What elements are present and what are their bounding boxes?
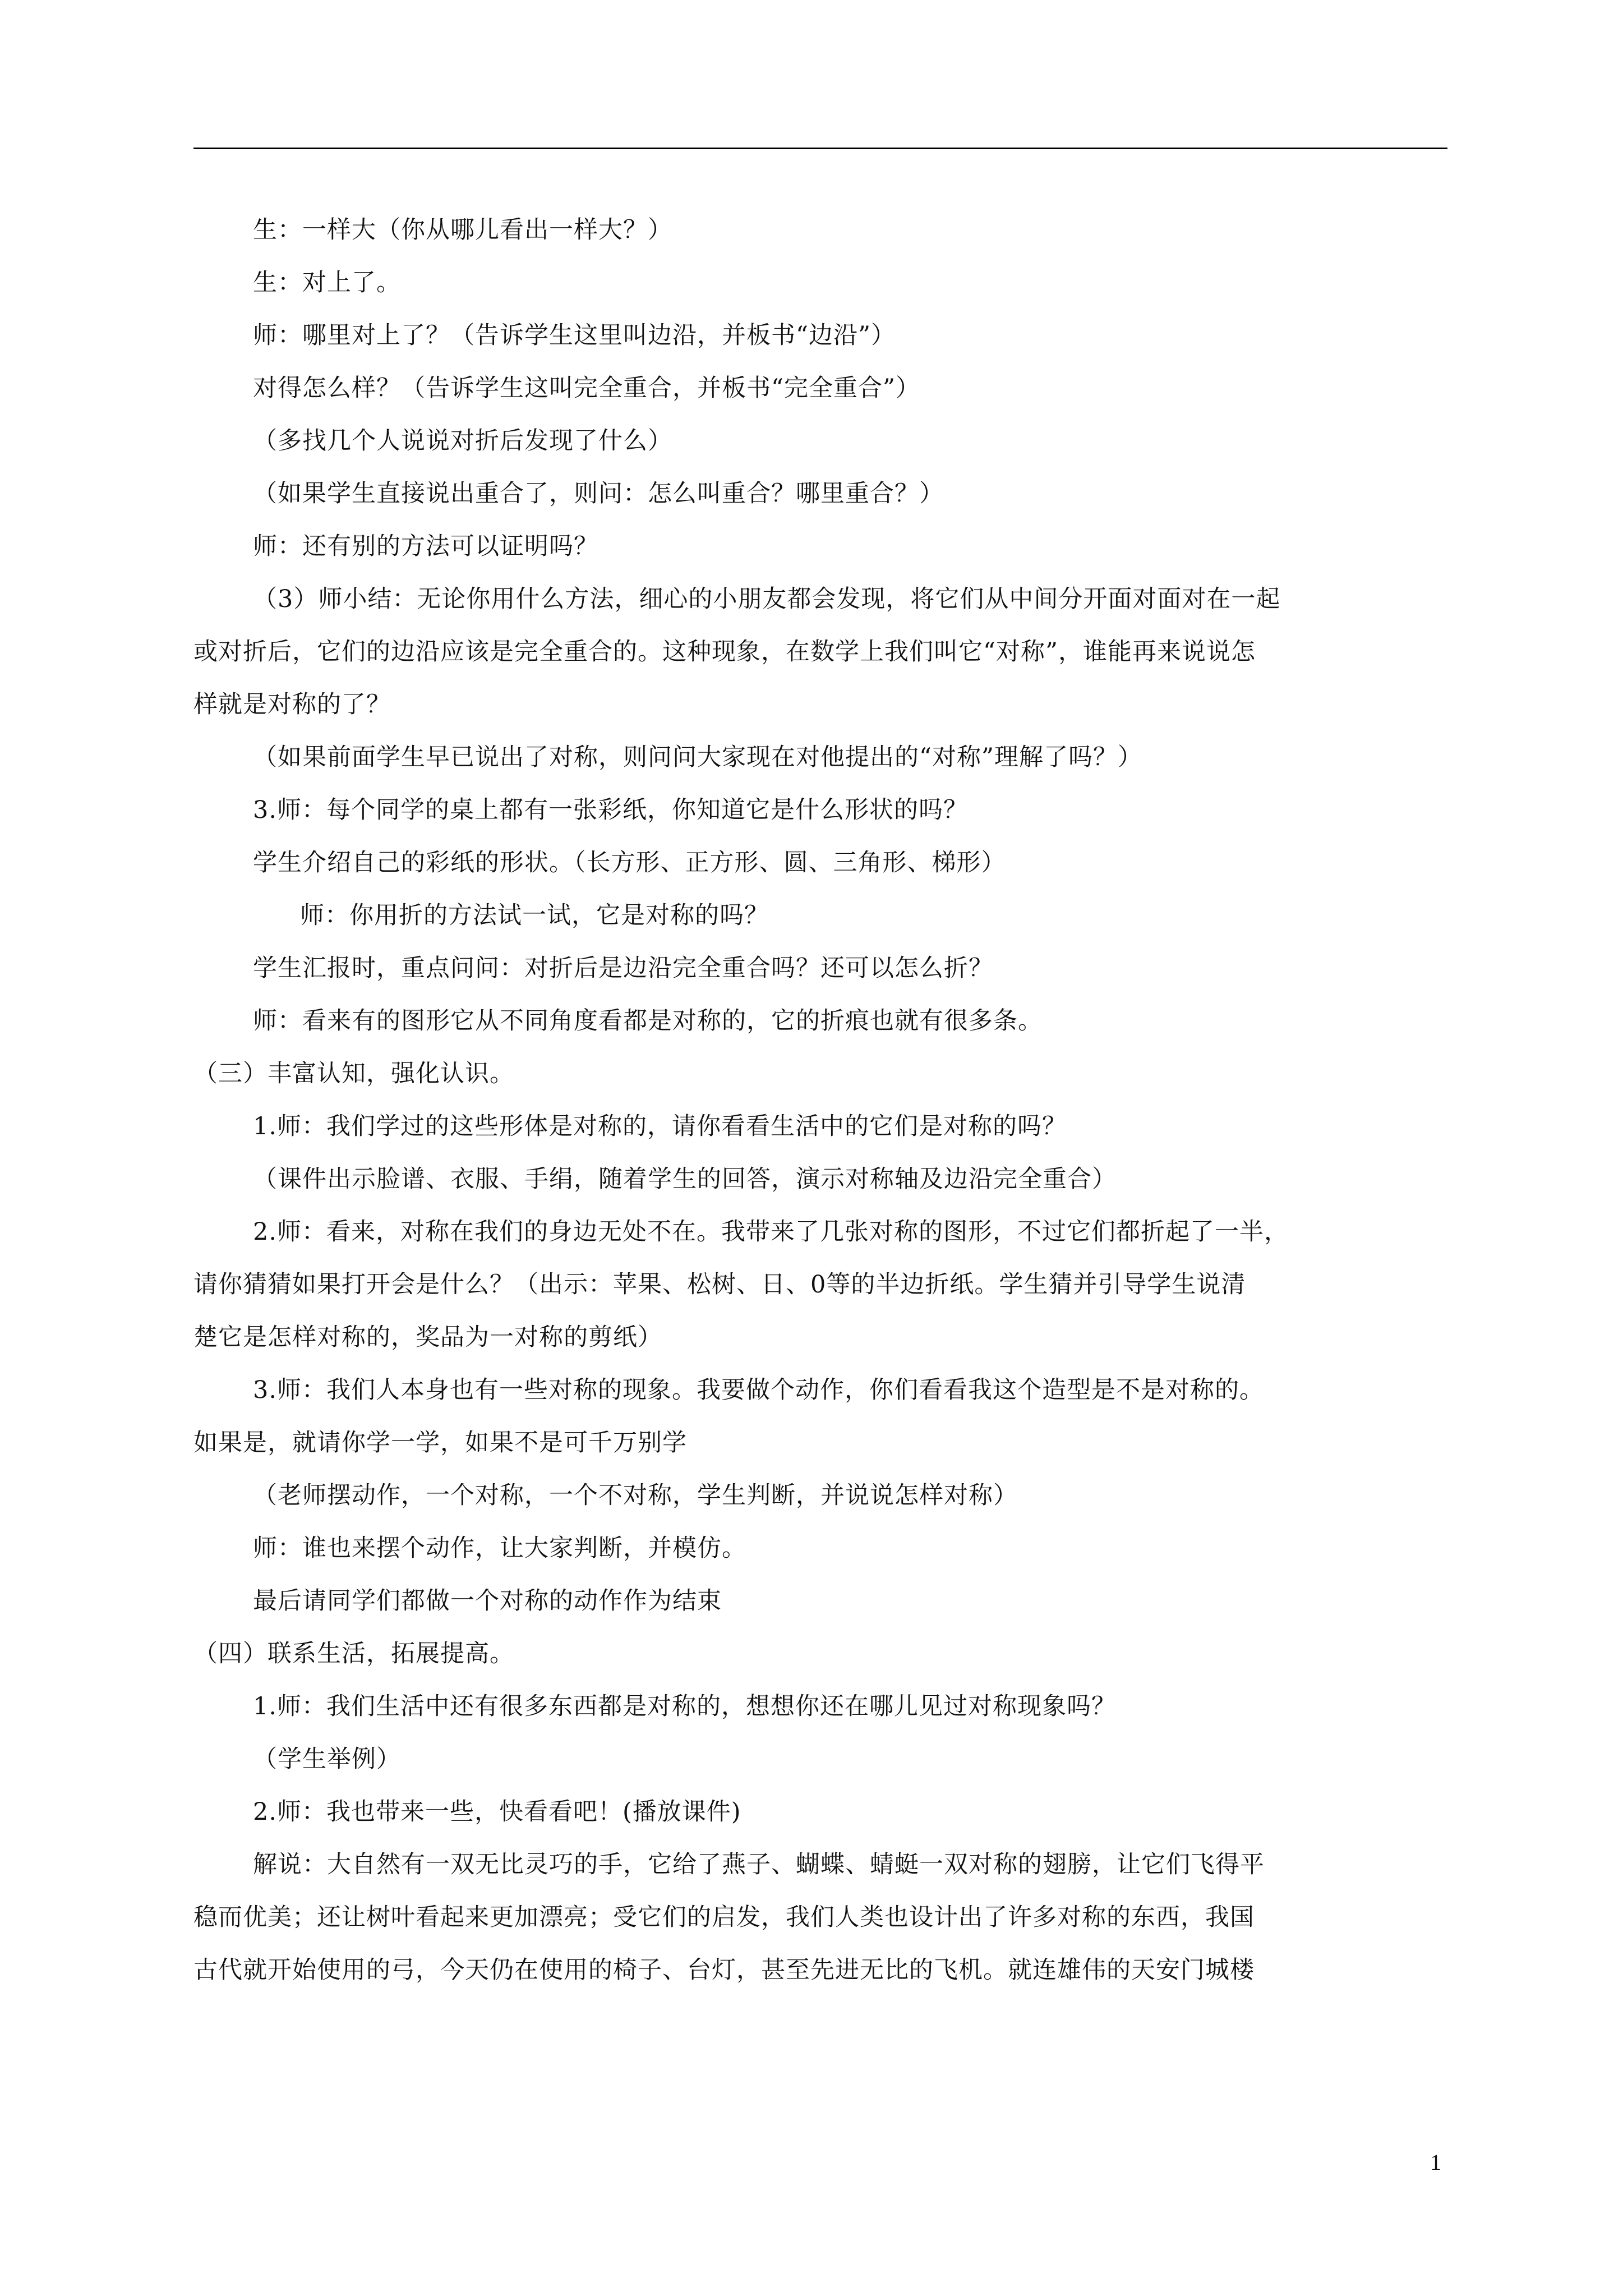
text-line: 楚它是怎样对称的，奖品为一对称的剪纸） xyxy=(193,1323,662,1351)
text-line: 师：哪里对上了？（告诉学生这里叫边沿，并板书“边沿”） xyxy=(253,321,896,349)
text-line: 1.师：我们学过的这些形体是对称的，请你看看生活中的它们是对称的吗？ xyxy=(253,1112,1067,1140)
text-line: 师：还有别的方法可以证明吗？ xyxy=(253,532,598,560)
text-line: 3.师：每个同学的桌上都有一张彩纸，你知道它是什么形状的吗？ xyxy=(253,796,969,824)
page-number: 1 xyxy=(1430,2150,1441,2175)
text-line: 师：你用折的方法试一试，它是对称的吗？ xyxy=(300,901,769,930)
text-line: 学生介绍自己的彩纸的形状。（长方形、正方形、圆、三角形、梯形） xyxy=(253,849,1006,877)
text-line: 最后请同学们都做一个对称的动作作为结束 xyxy=(253,1587,722,1615)
text-line: 师：看来有的图形它从不同角度看都是对称的，它的折痕也就有很多条。 xyxy=(253,1007,1043,1035)
text-line: 2.师：我也带来一些，快看看吧！(播放课件) xyxy=(253,1798,741,1826)
text-line: （多找几个人说说对折后发现了什么） xyxy=(253,427,672,455)
text-line: 3.师：我们人本身也有一些对称的现象。我要做个动作，你们看看我这个造型是不是对称的。 xyxy=(253,1376,1265,1404)
text-line: （3）师小结：无论你用什么方法，细心的小朋友都会发现，将它们从中间分开面对面对在一起 xyxy=(253,585,1281,613)
text-line: 解说：大自然有一双无比灵巧的手，它给了燕子、蝴蝶、蜻蜓一双对称的翅膀，让它们飞得平 xyxy=(253,1851,1265,1879)
text-line: 1.师：我们生活中还有很多东西都是对称的，想想你还在哪儿见过对称现象吗？ xyxy=(253,1692,1117,1720)
section-heading: （四）联系生活，拓展提高。 xyxy=(193,1640,514,1668)
text-line: 请你猜猜如果打开会是什么？（出示：苹果、松树、日、0等的半边折纸。学生猜并引导学生说清 xyxy=(193,1271,1246,1299)
text-line: （老师摆动作，一个对称，一个不对称，学生判断，并说说怎样对称） xyxy=(253,1481,1018,1510)
text-line: （如果学生直接说出重合了，则问：怎么叫重合？哪里重合？） xyxy=(253,480,944,508)
header-rule xyxy=(193,148,1447,149)
text-line: （如果前面学生早已说出了对称，则问问大家现在对他提出的“对称”理解了吗？） xyxy=(253,743,1142,771)
text-line: 样就是对称的了？ xyxy=(193,691,391,719)
text-line: 或对折后，它们的边沿应该是完全重合的。这种现象，在数学上我们叫它“对称”，谁能再来说说怎 xyxy=(193,638,1256,666)
text-line: 学生汇报时，重点问问：对折后是边沿完全重合吗？还可以怎么折？ xyxy=(253,954,993,982)
text-line: 生：对上了。 xyxy=(253,269,401,297)
section-heading: （三）丰富认知，强化认识。 xyxy=(193,1060,514,1088)
text-line: 如果是，就请你学一学，如果不是可千万别学 xyxy=(193,1429,687,1457)
text-line: 生：一样大（你从哪儿看出一样大？） xyxy=(253,216,672,244)
text-line: 稳而优美；还让树叶看起来更加漂亮；受它们的启发，我们人类也设计出了许多对称的东西，我国 xyxy=(193,1903,1255,1931)
text-line: 师：谁也来摆个动作，让大家判断，并模仿。 xyxy=(253,1534,746,1562)
text-line: （课件出示脸谱、衣服、手绢，随着学生的回答，演示对称轴及边沿完全重合） xyxy=(253,1165,1117,1193)
text-line: 古代就开始使用的弓，今天仍在使用的椅子、台灯，甚至先进无比的飞机。就连雄伟的天安门城楼 xyxy=(193,1956,1255,1984)
text-line: 2.师：看来，对称在我们的身边无处不在。我带来了几张对称的图形，不过它们都折起了一半， xyxy=(253,1218,1289,1246)
text-line: 对得怎么样？（告诉学生这叫完全重合，并板书“完全重合”） xyxy=(253,374,920,402)
text-line: （学生举例） xyxy=(253,1745,401,1773)
